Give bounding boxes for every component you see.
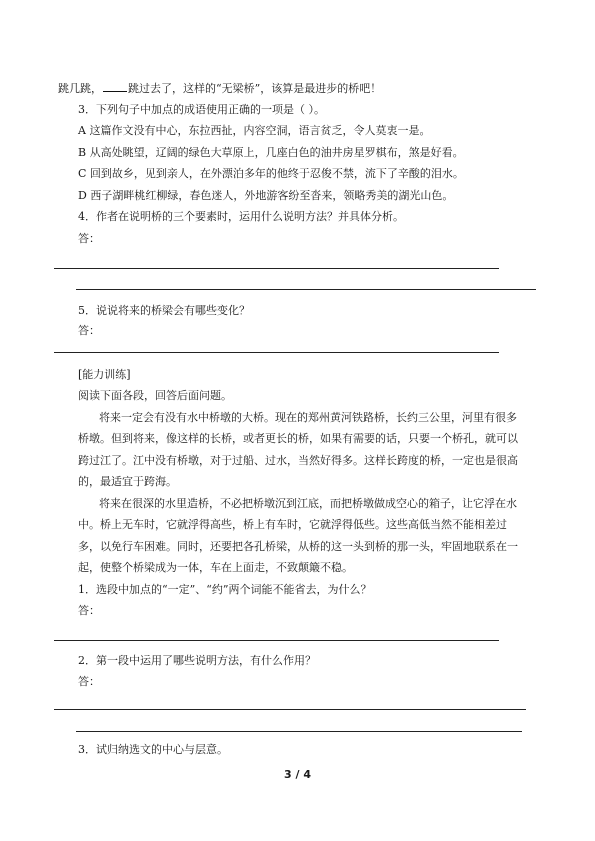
question-4: 4．作者在说明桥的三个要素时，运用什么说明方法？并具体分析。 [78, 210, 404, 223]
sub-question-2: 2．第一段中运用了哪些说明方法，有什么作用？ [78, 654, 316, 667]
option-a: A 这篇作文没有中心，东拉西扯，内容空洞，语言贫乏，令人莫衷一是。 [78, 124, 431, 137]
sub-question-1: 1．选段中加点的“一定”、“约”两个词能不能省去，为什么？ [78, 583, 372, 596]
answer-line [76, 731, 522, 732]
passage-line: 桥墩。但到将来，像这样的长桥，或者更长的桥，如果有需要的话，只要一个桥孔，就可以 [78, 432, 518, 445]
answer-label: 答： [78, 675, 100, 688]
passage-line: 起，使整个桥梁成为一体，车在上面走，不致颠簸不稳。 [78, 561, 353, 574]
text-fragment: 跳几跳， [58, 82, 102, 95]
answer-line [54, 640, 499, 641]
answer-line [54, 268, 499, 269]
answer-label: 答： [78, 604, 100, 617]
section-heading: [能力训练] [78, 368, 131, 381]
text-line [58, 81, 381, 96]
answer-label: 答： [78, 324, 100, 337]
question-5: 5．说说将来的桥梁会有哪些变化？ [78, 304, 250, 317]
answer-line [54, 709, 526, 710]
option-d: D 西子湖畔桃红柳绿，春色迷人，外地游客纷至沓来，领略秀美的湖光山色。 [78, 189, 454, 202]
instruction: 阅读下面各段，回答后面问题。 [78, 389, 232, 402]
passage-line: 将来一定会有没有水中桥墩的大桥。现在的郑州黄河铁路桥，长约三公里，河里有很多 [99, 411, 517, 424]
option-c: C 回到故乡，见到亲人，在外漂泊多年的他终于忍俊不禁，流下了辛酸的泪水。 [78, 167, 464, 180]
answer-label: 答： [78, 232, 100, 245]
answer-line [76, 289, 536, 290]
passage-line: 将来在很深的水里造桥，不必把桥墩沉到江底，而把桥墩做成空心的箱子，让它浮在水 [99, 497, 517, 510]
passage-line: 中。桥上无车时，它就浮得高些，桥上有车时，它就浮得低些。这些高低当然不能相差过 [78, 518, 507, 531]
answer-line [54, 352, 499, 353]
question-3: 3．下列句子中加点的成语使用正确的一项是（ ）。 [78, 103, 325, 116]
option-b: B 从高处眺望，辽阔的绿色大草原上，几座白色的油井房星罗棋布，煞是好看。 [78, 146, 464, 159]
page-number: 3 / 4 [284, 768, 311, 781]
text-fragment: 跳过去了，这样的“无梁桥”，该算是最进步的桥吧！ [128, 82, 382, 95]
sub-question-3: 3．试归纳选文的中心与层意。 [78, 743, 228, 756]
fill-blank [103, 81, 127, 92]
passage-line: 多，以免行车困难。同时，还要把各孔桥梁，从桥的这一头到桥的那一头，牢固地联系在一 [78, 540, 518, 553]
passage-line: 跨过江了。江中没有桥墩，对于过船、过水，当然好得多。这样长跨度的桥，一定也是很高 [78, 454, 518, 467]
passage-line: 的，最适宜于跨海。 [78, 475, 177, 488]
